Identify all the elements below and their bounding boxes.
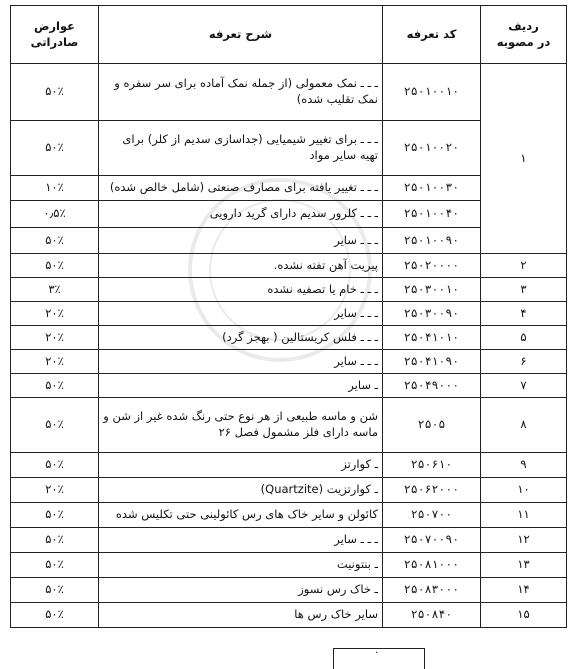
tariff-code-cell: ۲۵۰۱۰۰۲۰: [383, 121, 481, 176]
row-number-cell: ۳: [481, 278, 567, 302]
duty-cell: ۳٪: [11, 278, 99, 302]
table-row: [11, 326, 567, 350]
row-number-cell: ۱۱: [481, 503, 567, 528]
tariff-code-cell: ۲۵۰۳۰۰۱۰: [383, 278, 481, 302]
description-cell: ـ ـ ـ کلرور سدیم دارای گرید دارویی: [99, 201, 383, 228]
duty-cell: ۵۰٪: [11, 374, 99, 398]
row-number-cell: ۱۲: [481, 528, 567, 553]
table-row: [11, 528, 567, 553]
description-cell: پیریت آهن تفته نشده.: [99, 254, 383, 278]
duty-cell: ۵۰٪: [11, 398, 99, 453]
description-cell: سایر خاک رس ها: [99, 603, 383, 628]
tariff-code-cell: ۲۵۰۵: [383, 398, 481, 453]
description-cell: کائولن و سایر خاک های رس کائولینی حتی تکلیس شده: [99, 503, 383, 528]
table-row: [11, 453, 567, 478]
description-cell: شن و ماسه طبیعی از هر نوع حتی رنگ شده غیر از شن و ماسه دارای فلز مشمول فصل ۲۶: [99, 398, 383, 453]
tariff-code-cell: ۲۵۰۸۳۰۰۰: [383, 578, 481, 603]
description-cell: ـ کوارتزیت (Quartzite): [99, 478, 383, 503]
tariff-table: [10, 5, 567, 628]
header-export-duty-line2: صادراتی: [30, 34, 79, 49]
description-cell: ـ ـ ـ سایر: [99, 528, 383, 553]
description-cell: ـ خاک رس نسوز: [99, 578, 383, 603]
description-cell: ـ ـ ـ سایر: [99, 350, 383, 374]
duty-cell: ۵۰٪: [11, 64, 99, 121]
row-number-cell: ۱۵: [481, 603, 567, 628]
duty-cell: ۲۰٪: [11, 326, 99, 350]
duty-cell: ۵۰٪: [11, 228, 99, 254]
tariff-code-cell: ۲۵۰۸۴۰: [383, 603, 481, 628]
table-row: [11, 254, 567, 278]
tariff-code-cell: ۲۵۰۱۰۰۳۰: [383, 176, 481, 201]
header-description: شرح تعرفه: [99, 6, 383, 64]
tariff-code-cell: ۲۵۰۸۱۰۰۰: [383, 553, 481, 578]
row-number-cell: ۱۳: [481, 553, 567, 578]
row-number-cell: ۶: [481, 350, 567, 374]
header-row-number: [481, 6, 567, 64]
description-cell: ـ ـ ـ برای تغییر شیمیایی (جداسازی سدیم از کلر) برای تهیه سایر مواد: [99, 121, 383, 176]
header-export-duty-line1: عوارض: [33, 18, 76, 33]
tariff-code-cell: ۲۵۰۱۰۰۹۰: [383, 228, 481, 254]
description-cell: ـ ـ ـ سایر: [99, 228, 383, 254]
row-number-cell: ۵: [481, 326, 567, 350]
duty-cell: ۰٫۵٪: [11, 201, 99, 228]
table-row: [11, 578, 567, 603]
tariff-code-cell: ۲۵۰۱۰۰۴۰: [383, 201, 481, 228]
description-cell: ـ ـ ـ نمک معمولی (از جمله نمک آماده برای سر سفره و نمک تقلیب شده): [99, 64, 383, 121]
tariff-code-cell: ۲۵۰۶۱۰: [383, 453, 481, 478]
table-row: [11, 374, 567, 398]
duty-cell: ۲۰٪: [11, 478, 99, 503]
row-number-cell: ۱: [481, 64, 567, 254]
row-number-cell: ۹: [481, 453, 567, 478]
row-number-cell: ۷: [481, 374, 567, 398]
duty-cell: ۵۰٪: [11, 528, 99, 553]
description-cell: ـ سایر: [99, 374, 383, 398]
header-tariff-code: کد تعرفه: [383, 6, 481, 64]
duty-cell: ۵۰٪: [11, 603, 99, 628]
tariff-code-cell: ۲۵۰۳۰۰۹۰: [383, 302, 481, 326]
duty-cell: ۲۰٪: [11, 350, 99, 374]
duty-cell: ۵۰٪: [11, 503, 99, 528]
tariff-code-cell: ۲۵۰۲۰۰۰۰: [383, 254, 481, 278]
duty-cell: ۵۰٪: [11, 121, 99, 176]
page-number-box: [333, 648, 425, 669]
header-export-duty: [11, 6, 99, 64]
duty-cell: ۵۰٪: [11, 254, 99, 278]
duty-cell: ۲۰٪: [11, 302, 99, 326]
tariff-code-cell: ۲۵۰۴۱۰۱۰: [383, 326, 481, 350]
table-row: [11, 64, 567, 121]
tariff-code-cell: ۲۵۰۱۰۰۱۰: [383, 64, 481, 121]
tariff-code-cell: ۲۵۰۷۰۰۹۰: [383, 528, 481, 553]
page-number: ۰: [374, 647, 380, 658]
description-cell: ـ ـ ـ فلس کریستالین ( بهجز گرد): [99, 326, 383, 350]
duty-cell: ۱۰٪: [11, 176, 99, 201]
description-cell: ـ ـ ـ خام یا تصفیه نشده: [99, 278, 383, 302]
duty-cell: ۵۰٪: [11, 553, 99, 578]
tariff-code-cell: ۲۵۰۴۹۰۰۰: [383, 374, 481, 398]
table-row: [11, 278, 567, 302]
table-row: [11, 503, 567, 528]
duty-cell: ۵۰٪: [11, 578, 99, 603]
tariff-code-cell: ۲۵۰۴۱۰۹۰: [383, 350, 481, 374]
description-cell: ـ کوارتز: [99, 453, 383, 478]
row-number-cell: ۲: [481, 254, 567, 278]
tariff-code-cell: ۲۵۰۶۲۰۰۰: [383, 478, 481, 503]
table-row: [11, 398, 567, 453]
header-row-number-line2: در مصوبه: [496, 34, 551, 49]
table-row: [11, 302, 567, 326]
row-number-cell: ۱۴: [481, 578, 567, 603]
table-row: [11, 478, 567, 503]
description-cell: ـ ـ ـ تغییر یافته برای مصارف صنعتی (شامل خالص شده): [99, 176, 383, 201]
tariff-code-cell: ۲۵۰۷۰۰: [383, 503, 481, 528]
row-number-cell: ۱۰: [481, 478, 567, 503]
row-number-cell: ۸: [481, 398, 567, 453]
table-row: [11, 553, 567, 578]
description-cell: ـ بنتونیت: [99, 553, 383, 578]
table-row: [11, 603, 567, 628]
header-row-number-line1: ردیف: [508, 18, 539, 33]
table-row: [11, 350, 567, 374]
duty-cell: ۵۰٪: [11, 453, 99, 478]
row-number-cell: ۴: [481, 302, 567, 326]
description-cell: ـ ـ ـ سایر: [99, 302, 383, 326]
